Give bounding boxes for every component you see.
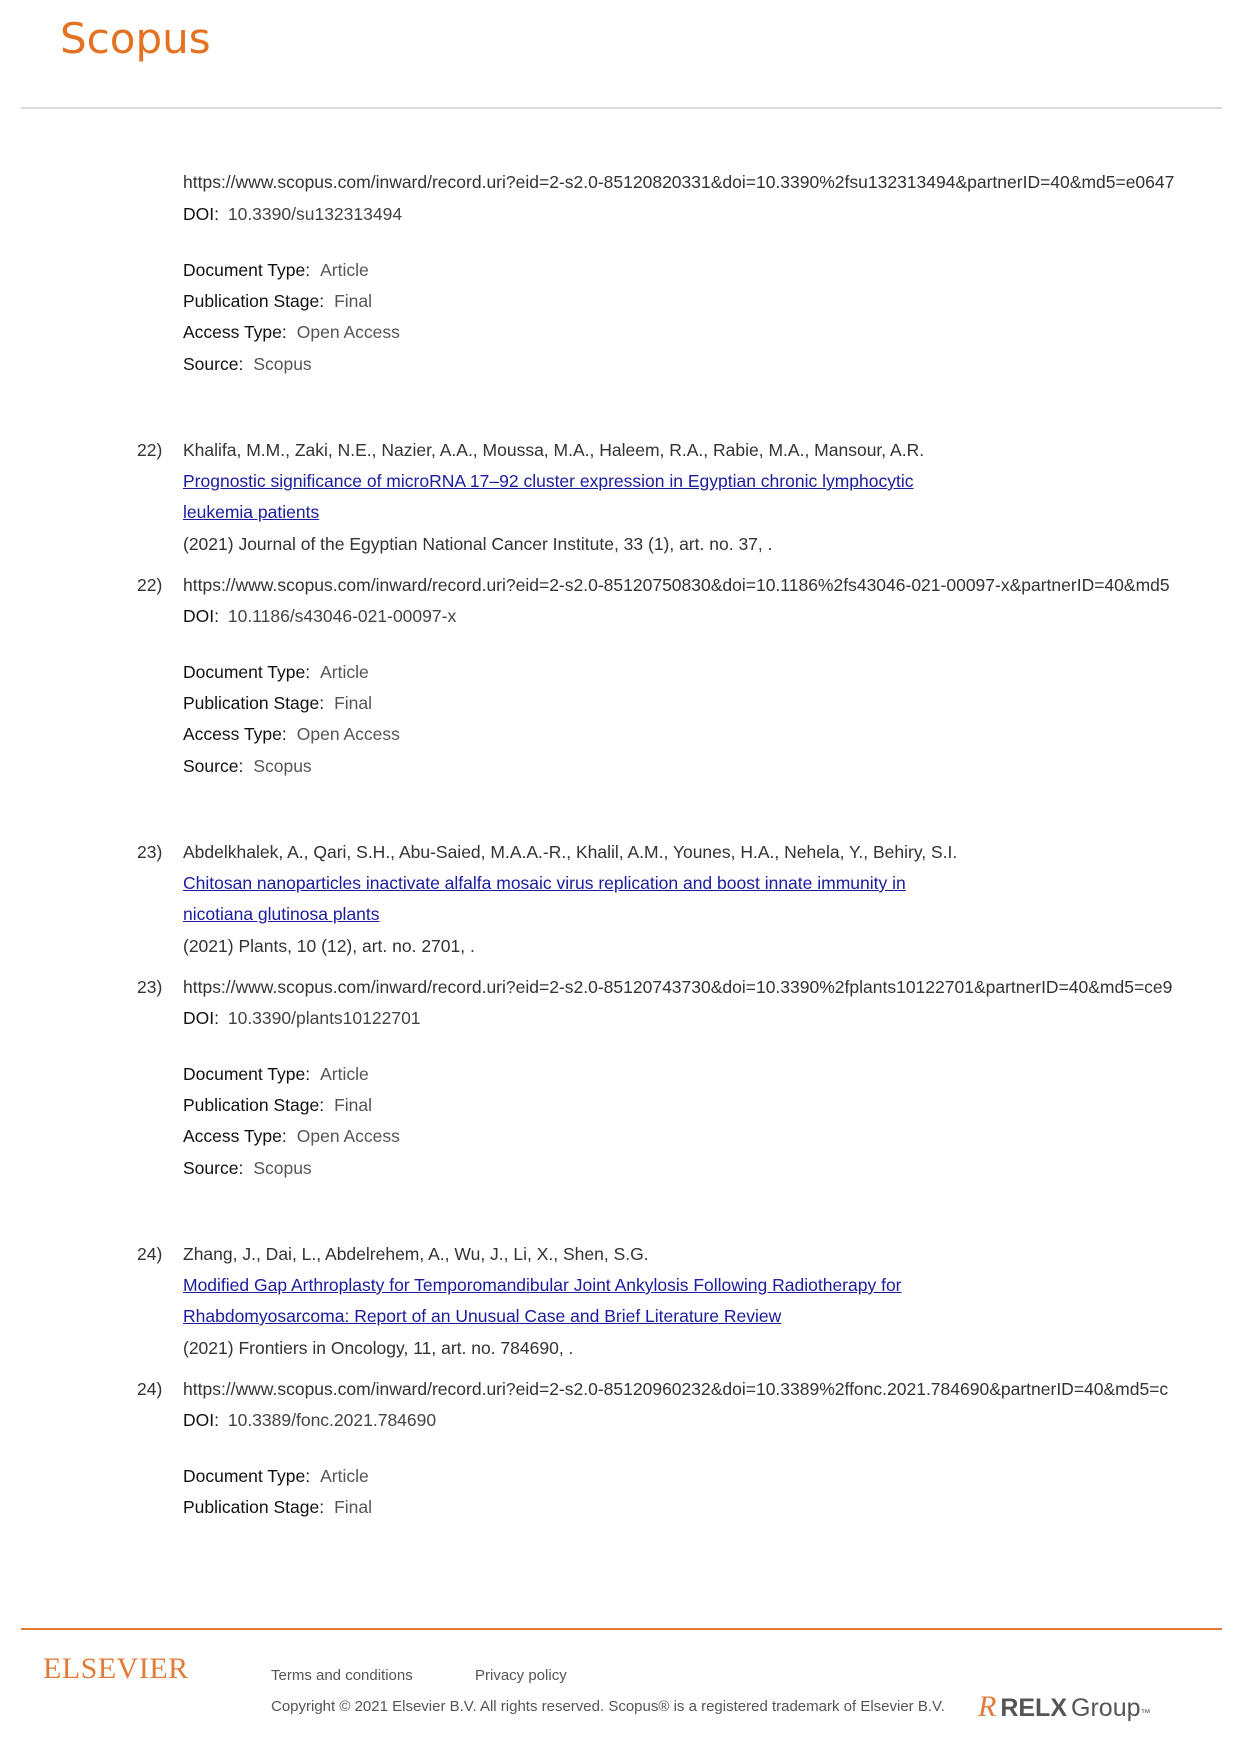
- meta-publication-stage: Publication Stage: Final: [183, 693, 373, 713]
- record-url-number: 22): [137, 575, 163, 595]
- record-url[interactable]: https://www.scopus.com/inward/record.uri?eid=2-s2.0-85120750830&doi=10.1186%2fs43046-021-00097-x&partnerID=40&md5: [183, 575, 1170, 595]
- record-url[interactable]: https://www.scopus.com/inward/record.uri?eid=2-s2.0-85120960232&doi=10.3389%2ffonc.2021.784690&partnerID=40&md5=c: [183, 1379, 1169, 1399]
- record-citation: (2021) Journal of the Egyptian National Cancer Institute, 33 (1), art. no. 37, .: [183, 534, 773, 554]
- meta-access-type: Access Type: Open Access: [183, 1126, 400, 1146]
- record-url[interactable]: https://www.scopus.com/inward/record.uri?eid=2-s2.0-85120743730&doi=10.3390%2fplants10122701&partnerID=40&md5=ce9: [183, 977, 1173, 997]
- header-divider: [21, 107, 1222, 109]
- privacy-link[interactable]: Privacy policy: [475, 1667, 567, 1684]
- meta-source: Source: Scopus: [183, 756, 312, 776]
- meta-document-type: Document Type: Article: [183, 662, 369, 682]
- record-url-number: 23): [137, 977, 163, 997]
- record-number: 22): [137, 440, 163, 460]
- meta-document-type: Document Type: Article: [183, 1466, 369, 1486]
- record-title-link-cont[interactable]: nicotiana glutinosa plants: [183, 904, 380, 924]
- relx-group-logo: R RELX Group ™: [978, 1690, 1151, 1723]
- record-authors: Abdelkhalek, A., Qari, S.H., Abu-Saied, M.A.A.-R., Khalil, A.M., Younes, H.A., Nehela, Y., Behiry, S.I.: [183, 842, 958, 862]
- record-number: 23): [137, 842, 163, 862]
- meta-source: Source: Scopus: [183, 1158, 312, 1178]
- copyright-text: Copyright © 2021 Elsevier B.V. All rights reserved. Scopus® is a registered trademark of Elsevier B.V.: [271, 1698, 945, 1715]
- elsevier-logo: ELSEVIER: [43, 1652, 189, 1685]
- meta-source: Source: Scopus: [183, 354, 312, 374]
- meta-document-type: Document Type: Article: [183, 260, 369, 280]
- meta-publication-stage: Publication Stage: Final: [183, 1095, 373, 1115]
- record-title-link[interactable]: Modified Gap Arthroplasty for Temporomandibular Joint Ankylosis Following Radiotherapy for: [183, 1275, 902, 1295]
- meta-access-type: Access Type: Open Access: [183, 724, 400, 744]
- record-url[interactable]: https://www.scopus.com/inward/record.uri?eid=2-s2.0-85120820331&doi=10.3390%2fsu132313494&partnerID=40&md5=e0647: [183, 172, 1175, 192]
- record-authors: Zhang, J., Dai, L., Abdelrehem, A., Wu, J., Li, X., Shen, S.G.: [183, 1244, 649, 1264]
- record-citation: (2021) Plants, 10 (12), art. no. 2701, .: [183, 936, 475, 956]
- doi-label: DOI:: [183, 204, 219, 224]
- record-title-link-cont[interactable]: Rhabdomyosarcoma: Report of an Unusual Case and Brief Literature Review: [183, 1306, 782, 1326]
- record-title-link[interactable]: Prognostic significance of microRNA 17–92 cluster expression in Egyptian chronic lymphocytic: [183, 471, 914, 491]
- record-title-link[interactable]: Chitosan nanoparticles inactivate alfalfa mosaic virus replication and boost innate immunity in: [183, 873, 906, 893]
- meta-publication-stage: Publication Stage: Final: [183, 291, 373, 311]
- record-title-link-cont[interactable]: leukemia patients: [183, 502, 320, 522]
- meta-access-type: Access Type: Open Access: [183, 322, 400, 342]
- scopus-logo: Scopus: [60, 14, 211, 63]
- record-doi: [183, 203, 402, 225]
- terms-link[interactable]: Terms and conditions: [271, 1667, 413, 1684]
- record-url-number: 24): [137, 1379, 163, 1399]
- meta-document-type: Document Type: Article: [183, 1064, 369, 1084]
- footer-divider: [21, 1628, 1222, 1630]
- record-doi: DOI: 10.3389/fonc.2021.784690: [183, 1410, 437, 1430]
- record-citation: (2021) Frontiers in Oncology, 11, art. no. 784690, .: [183, 1338, 574, 1358]
- relx-mark-icon: R: [978, 1690, 997, 1723]
- record-doi: DOI: 10.1186/s43046-021-00097-x: [183, 606, 457, 626]
- record-number: 24): [137, 1244, 163, 1264]
- record-authors: Khalifa, M.M., Zaki, N.E., Nazier, A.A., Moussa, M.A., Haleem, R.A., Rabie, M.A., Mansour, A.R.: [183, 440, 925, 460]
- record-doi: DOI: 10.3390/plants10122701: [183, 1008, 421, 1028]
- doi-value: 10.3390/su132313494: [227, 204, 403, 224]
- meta-publication-stage: Publication Stage: Final: [183, 1497, 373, 1517]
